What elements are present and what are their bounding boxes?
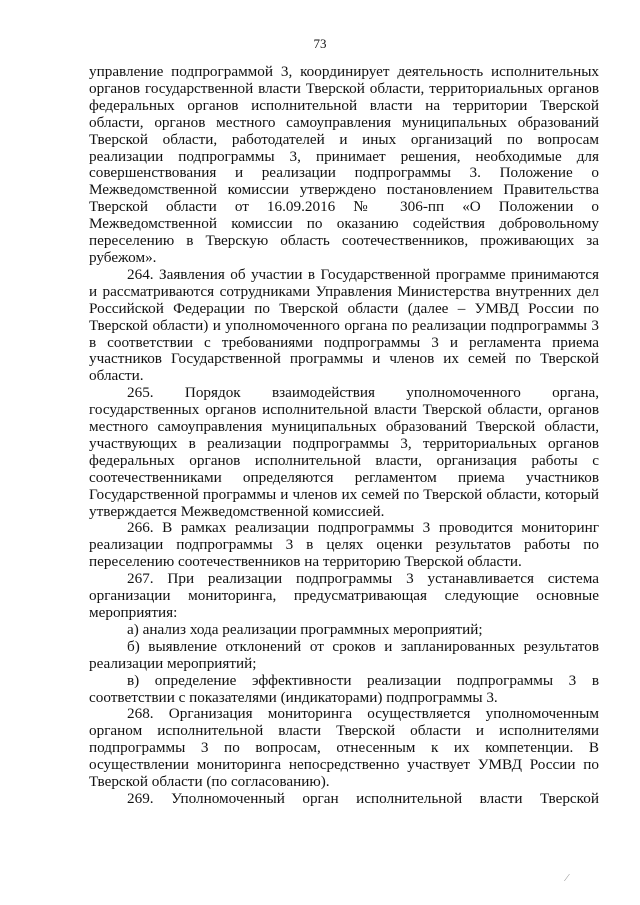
list-item-a: а) анализ хода реализации программных мероприятий;: [127, 620, 483, 638]
paragraph-265: 265. Порядок взаимодействия уполномоченного органа, государственных органов исполнительной власти Тверской области, органов местного самоуправления муниципальных образований Тверской области, участвующих в реализации подпрограммы 3, территориальных органов федеральных органов исполнительной власти, организация работы с соотечественниками определяются регламентом приема участников Государственной программы и членов их семей по Тверской области, который утверждается Межведомственной комиссией.: [89, 384, 599, 520]
list-item-v: в) определение эффективности реализации подпрограммы 3 в соответствии с показателями (индикаторами) подпрограммы 3.: [89, 671, 599, 706]
paragraph-266: 266. В рамках реализации подпрограммы 3 проводится мониторинг реализации подпрограммы 3 в целях оценки результатов работы по переселению соотечественников на территорию Тверской области.: [89, 519, 599, 571]
scan-mark: ⁄: [566, 872, 568, 884]
paragraph-268: 268. Организация мониторинга осуществляется уполномоченным органом исполнительной власти Тверской области и исполнителями подпрограммы 3 по вопросам, отнесенным к их компетенции. В осуществлении мониторинга непосредственно участвует УМВД России по Тверской области (по согласованию).: [89, 705, 599, 791]
paragraph-267: 267. При реализации подпрограммы 3 устанавливается система организации мониторинга, предусматривающая следующие основные мероприятия:: [89, 570, 599, 621]
paragraph-continuation: управление подпрограммой 3, координирует деятельность исполнительных органов государственной власти Тверской области, территориальных органов федеральных органов исполнительной власти на территории Тверской области, органов местного самоуправления муниципальных образований Тверской области, работодателей и иных организаций по вопросам реализации подпрограммы 3, принимает решения, необходимые для совершенствования и реализации подпрограммы 3. Положение о Межведомственной комиссии утверждено постановлением Правительства Тверской области от 16.09.2016 № 306-пп «О Положении о Межведомственной комиссии по оказанию содействия добровольному переселению в Тверскую область соотечественников, проживающих за рубежом».: [89, 63, 599, 266]
page-number: 73: [313, 36, 327, 51]
document-body: [89, 64, 599, 808]
paragraph-264: 264. Заявления об участии в Государственной программе принимаются и рассматриваются сотрудниками Управления Министерства внутренних дел Российской Федерации по Тверской области (далее – УМВД России по Тверской области) и уполномоченного органа по реализации подпрограммы 3 в соответствии с требованиями подпрограммы 3 и регламента приема участников Государственной программы и членов их семей по Тверской области.: [89, 265, 599, 385]
list-item-b: б) выявление отклонений от сроков и запланированных результатов реализации мероприятий;: [89, 637, 599, 672]
paragraph-269: 269. Уполномоченный орган исполнительной власти Тверской: [127, 789, 599, 807]
